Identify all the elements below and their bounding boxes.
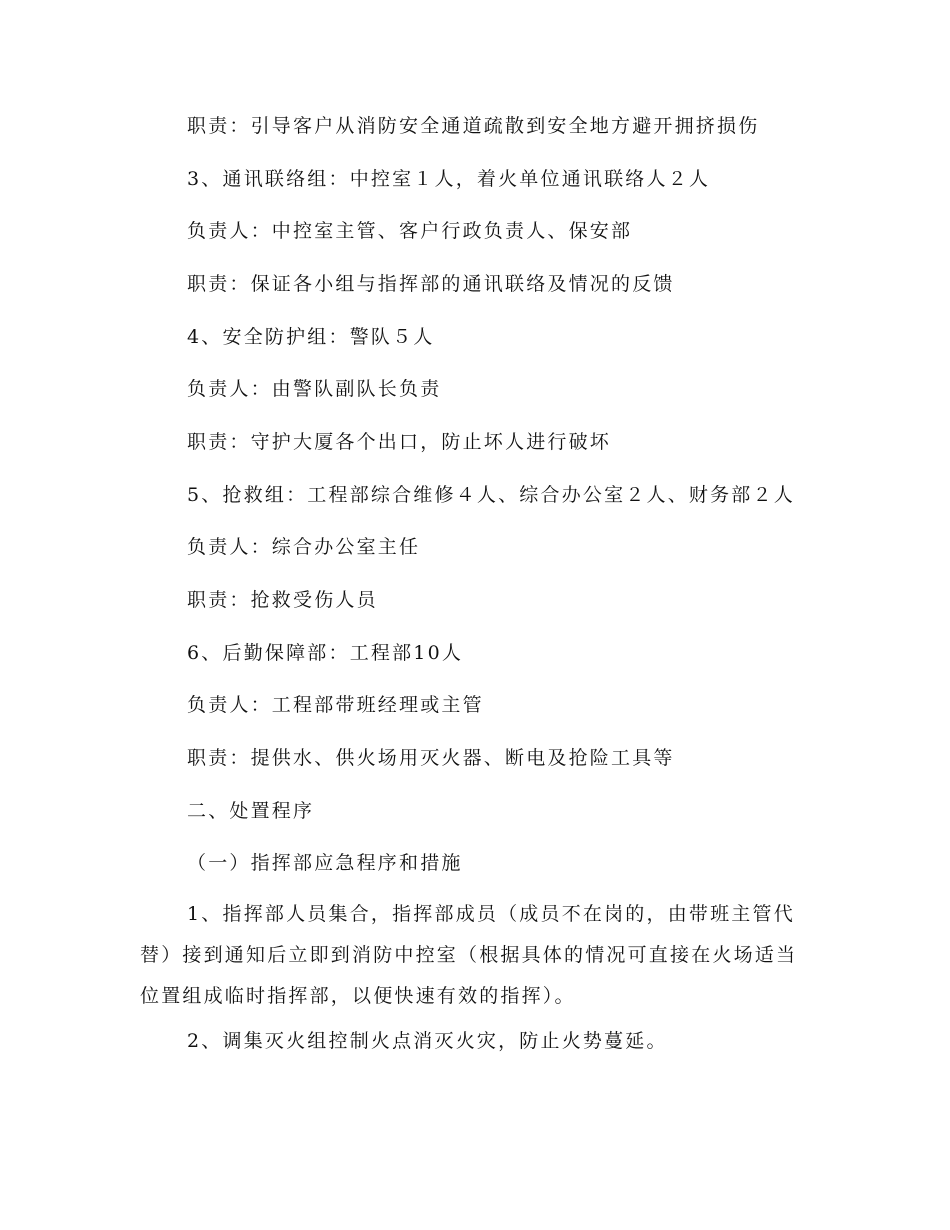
heading-rescue-group: 5、抢救组：工程部综合维修４人、综合办公室２人、财务部２人	[187, 484, 795, 506]
section-heading-procedure: 二、处置程序	[187, 800, 315, 822]
duty-line-security: 职责：守护大厦各个出口，防止坏人进行破坏	[187, 431, 612, 453]
heading-communication-group: 3、通讯联络组：中控室１人，着火单位通讯联络人２人	[187, 168, 711, 190]
paragraph-fire-control: 2、调集灭火组控制火点消灭火灾，防止火势蔓延。	[187, 1030, 668, 1052]
heading-security-group: 4、安全防护组：警队５人	[187, 326, 435, 348]
duty-line-logistics: 职责：提供水、供火场用灭火器、断电及抢险工具等	[187, 747, 675, 769]
leader-line-rescue: 负责人：综合办公室主任	[187, 536, 421, 558]
leader-line-communication: 负责人：中控室主管、客户行政负责人、保安部	[187, 220, 633, 242]
duty-line-rescue: 职责：抢救受伤人员	[187, 589, 378, 611]
paragraph-command-assembly: 1、指挥部人员集合，指挥部成员（成员不在岗的，由带班主管代替）接到通知后立即到消防中控室（根据具体的情况可直接在火场适当位置组成临时指挥部，以便快速有效的指挥）。	[140, 903, 798, 1007]
duty-line-communication: 职责：保证各小组与指挥部的通讯联络及情况的反馈	[187, 273, 675, 295]
leader-line-logistics: 负责人：工程部带班经理或主管	[187, 694, 484, 716]
duty-line-guide-customers: 职责：引导客户从消防安全通道疏散到安全地方避开拥挤损伤	[187, 115, 760, 137]
leader-line-security: 负责人：由警队副队长负责	[187, 378, 442, 400]
heading-logistics-group: 6、后勤保障部：工程部10人	[187, 642, 464, 664]
subsection-heading-command: （一）指挥部应急程序和措施	[187, 852, 463, 874]
